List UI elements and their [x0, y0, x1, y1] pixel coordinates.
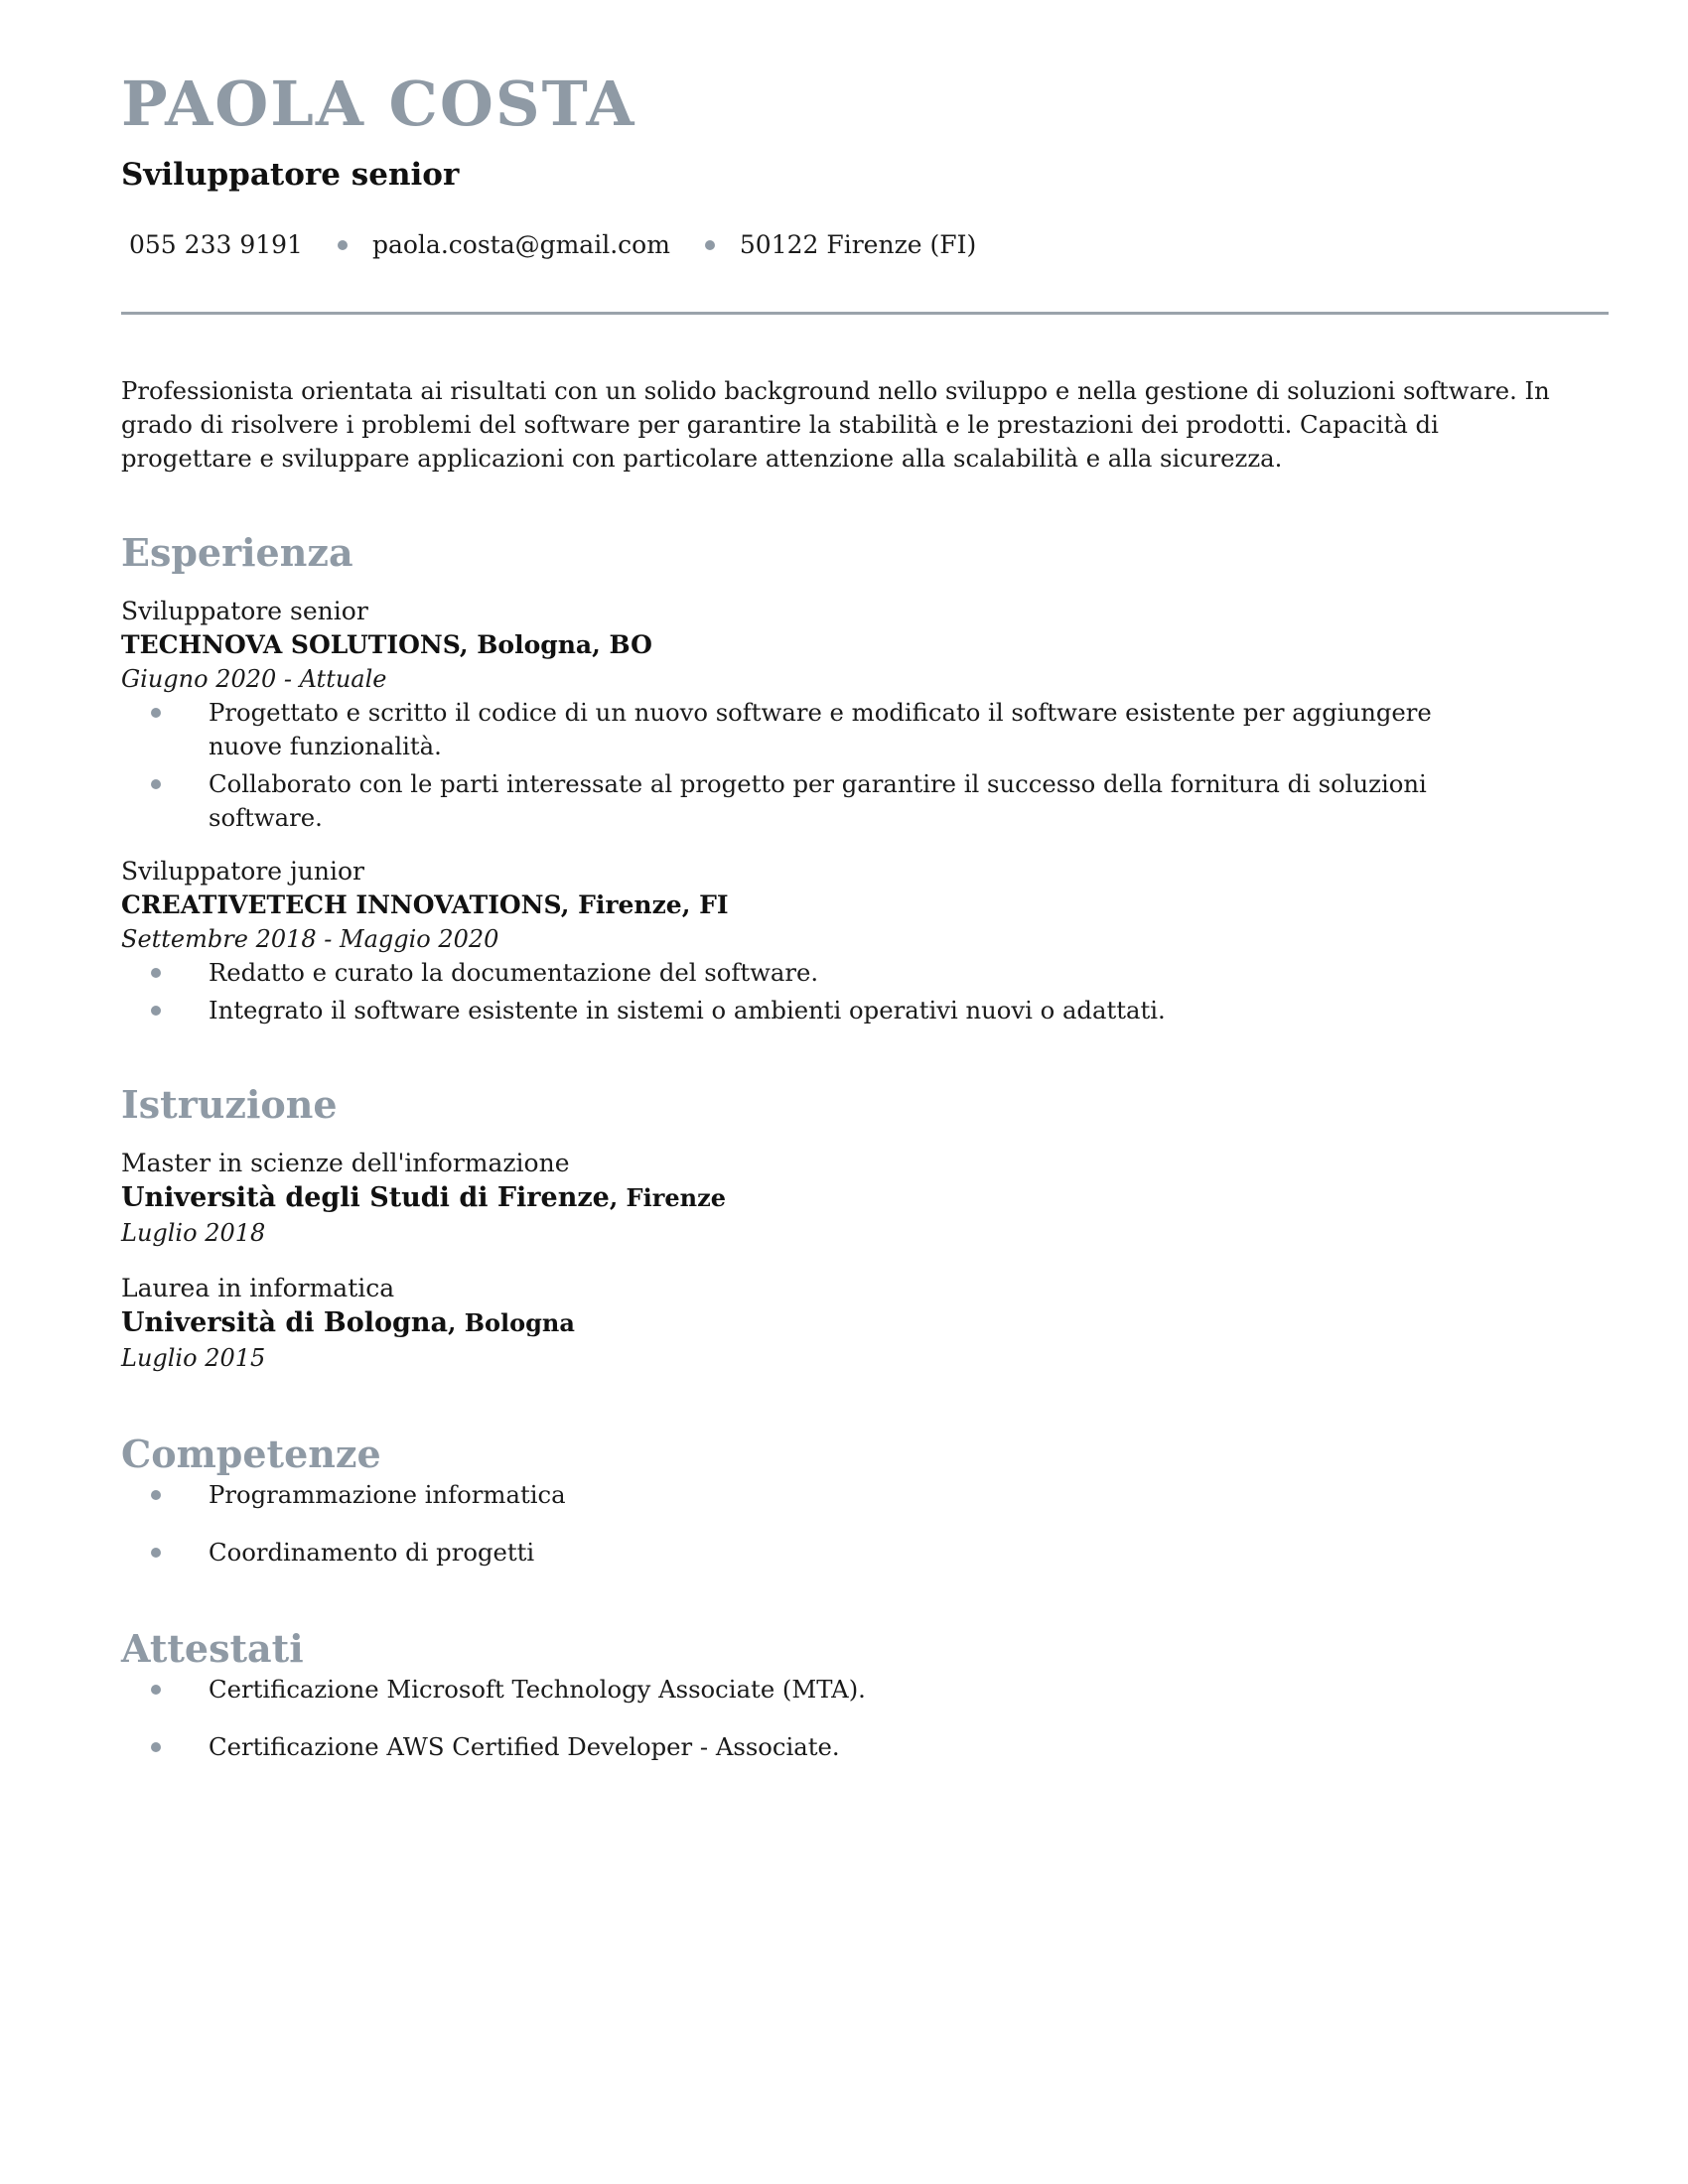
school	[121, 1180, 1609, 1216]
bullet-icon	[151, 1685, 161, 1695]
list-item	[121, 1730, 1499, 1764]
degree-name: Laurea in informatica	[121, 1274, 395, 1302]
education-entry	[121, 1147, 1609, 1250]
resume-page	[121, 60, 1609, 1764]
company-name: TECHNOVA SOLUTIONS	[121, 630, 460, 659]
graduation-date: Luglio 2018	[121, 1219, 266, 1247]
section-heading-certifications: Attestati	[121, 1626, 304, 1671]
bullet-text: Collaborato con le parti interessate al progetto per garantire il successo della fornitura di soluzioni software.	[209, 769, 1427, 832]
bullet-icon	[151, 1742, 161, 1752]
company-name: CREATIVETECH INNOVATIONS	[121, 890, 561, 919]
section-heading-education: Istruzione	[121, 1082, 338, 1127]
certification-text: Certificazione Microsoft Technology Associate (MTA).	[209, 1675, 866, 1704]
job-bullets	[121, 696, 1609, 835]
skill-text: Coordinamento di progetti	[209, 1538, 535, 1567]
list-item	[121, 1478, 1499, 1512]
list-item	[121, 1673, 1499, 1706]
school-name: Università di Bologna	[121, 1307, 448, 1338]
graduation-date: Luglio 2015	[121, 1344, 266, 1372]
bullet-separator-icon	[338, 240, 348, 250]
contact-row	[121, 228, 1609, 262]
experience-entry	[121, 855, 1609, 1027]
school-location: , Bologna	[447, 1308, 575, 1337]
bullet-icon	[151, 1490, 161, 1500]
degree-name: Master in scienze dell'informazione	[121, 1149, 570, 1177]
bullet-text: Integrato il software esistente in sistemi o ambienti operativi nuovi o adattati.	[209, 996, 1166, 1024]
school-location: , Firenze	[609, 1183, 726, 1212]
bullet-icon	[151, 1548, 161, 1558]
certifications-list	[121, 1673, 1609, 1764]
education-entry	[121, 1272, 1609, 1375]
job-dates: Giugno 2020 - Attuale	[121, 665, 387, 693]
professional-summary: Professionista orientata ai risultati con un solido background nello sviluppo e nella gestione di soluzioni software. In grado di risolvere i problemi del software per garantire la stabilità e le prestazioni dei prodotti. Capacità di progettare e sviluppare applicazioni con particolare attenzione alla scalabilità e alla sicurezza.	[121, 376, 1550, 473]
list-item	[121, 767, 1499, 835]
school	[121, 1305, 1609, 1341]
job-company	[121, 628, 1609, 662]
bullet-icon	[151, 779, 161, 789]
company-location: , Bologna, BO	[459, 630, 652, 659]
job-dates: Settembre 2018 - Maggio 2020	[121, 925, 499, 953]
phone-number: 055 233 9191	[129, 230, 303, 259]
candidate-name: PAOLA COSTA	[121, 68, 636, 140]
list-item	[121, 994, 1499, 1027]
list-item	[121, 956, 1499, 990]
company-location: , Firenze, FI	[560, 890, 729, 919]
job-role: Sviluppatore junior	[121, 857, 364, 886]
skill-text: Programmazione informatica	[209, 1480, 566, 1509]
postal-address: 50122 Firenze (FI)	[739, 230, 977, 259]
section-heading-experience: Esperienza	[121, 530, 353, 575]
list-item	[121, 696, 1499, 763]
certification-text: Certificazione AWS Certified Developer - Associate.	[209, 1732, 840, 1761]
job-role: Sviluppatore senior	[121, 597, 368, 625]
section-heading-skills: Competenze	[121, 1432, 381, 1476]
bullet-icon	[151, 968, 161, 978]
bullet-text: Redatto e curato la documentazione del software.	[209, 958, 819, 987]
candidate-title: Sviluppatore senior	[121, 157, 460, 193]
skills-list	[121, 1478, 1609, 1570]
bullet-icon	[151, 1006, 161, 1016]
bullet-icon	[151, 708, 161, 718]
experience-entry	[121, 595, 1609, 835]
header-divider	[121, 312, 1609, 315]
job-bullets	[121, 956, 1609, 1027]
job-company	[121, 888, 1609, 922]
bullet-text: Progettato e scritto il codice di un nuovo software e modificato il software esistente per aggiungere nuove funzionalità.	[209, 698, 1432, 760]
bullet-separator-icon	[705, 240, 715, 250]
school-name: Università degli Studi di Firenze	[121, 1182, 610, 1213]
email-address: paola.costa@gmail.com	[371, 230, 670, 259]
list-item	[121, 1536, 1499, 1570]
